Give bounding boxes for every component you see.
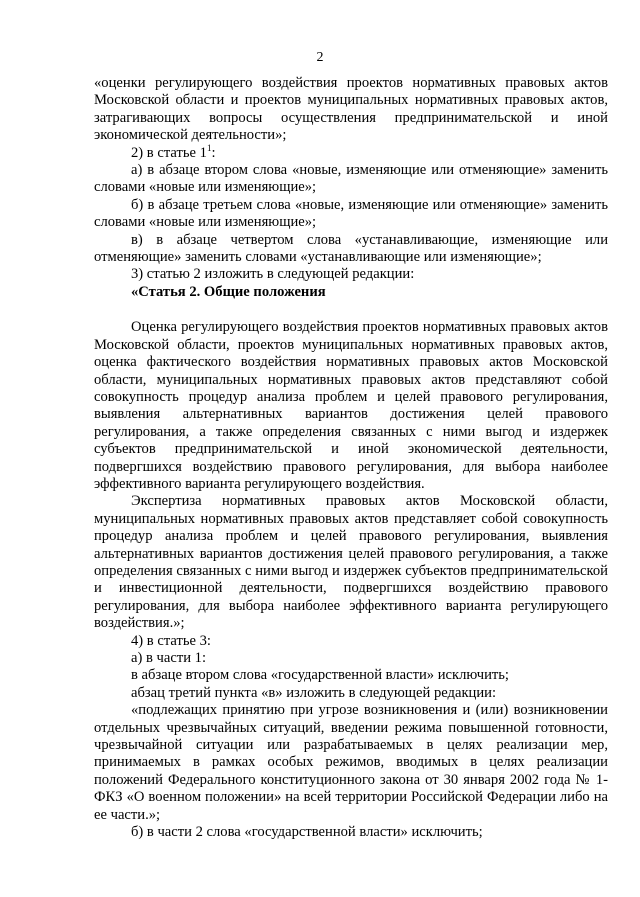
paragraph-item-2b: б) в абзаце третьем слова «новые, изменяющие или отменяющие» заменить словами «новые или изменяющие»; (94, 196, 608, 231)
paragraph-item-4a-1: в абзаце втором слова «государственной власти» исключить; (131, 667, 509, 684)
paragraph-item-3: 3) статью 2 изложить в следующей редакции: (131, 266, 415, 283)
item-2-colon: : (211, 144, 216, 161)
item-2-text: 2) в статье 1 (131, 144, 207, 161)
paragraph-article-2-part-1: Оценка регулирующего воздействия проектов нормативных правовых актов Московской области, проектов муниципальных нормативных правовых актов, оценка фактического воздействия нормативных правовых актов Московской области, муниципальных нормативных правовых актов представляют собой совокупность процедур анализа проблем и целей правового регулирования, выявления альтернативных вариантов достижения целей правового регулирования, а также определения связанных с ними выгод и издержек субъектов предпринимательской и иной экономической деятельности, подвергшихся воздействию правового регулирования, для выбора наиболее эффективного варианта регулирующего воздействия. (94, 319, 608, 492)
document-body (94, 75, 608, 841)
paragraph-item-2a: а) в абзаце втором слова «новые, изменяющие или отменяющие» заменить словами «новые или изменяющие»; (94, 162, 608, 196)
item-2-superscript: 1 (206, 142, 212, 153)
paragraph-quoted-text: «подлежащих принятию при угрозе возникновения и (или) возникновении отдельных чрезвычайных ситуаций, введении режима повышенной готовности, чрезвычайной ситуации или разрабатываемых в целях реализации мер, принимаемых в рамках особых режимов, вводимых в целях реализации положений Федерального конституционного закона от 30 января 2002 года № 1-ФКЗ «О военном положении» на всей территории Российской Федерации либо на ее части.»; (94, 702, 608, 823)
paragraph-item-4: 4) в статье 3: (131, 632, 211, 649)
page-number: 2 (316, 50, 324, 65)
paragraph-continuation: «оценки регулирующего воздействия проектов нормативных правовых актов Московской области и проектов муниципальных нормативных правовых актов, затрагивающих вопросы осуществления предпринимательской и иной экономической деятельности»; (94, 75, 608, 144)
paragraph-article-2-part-2: Экспертиза нормативных правовых актов Московской области, муниципальных нормативных правовых актов представляет собой совокупность процедур анализа проблем и целей правового регулирования, выявления альтернативных вариантов достижения целей правового регулирования, а также определения связанных с ними выгод и издержек субъектов предпринимательской и инвестиционной деятельности, подвергшихся воздействию правового регулирования, для выбора наиболее эффективного варианта регулирующего воздействия.»; (94, 493, 608, 632)
paragraph-item-4b: б) в части 2 слова «государственной власти» исключить; (131, 824, 483, 841)
paragraph-item-2c: в) в абзаце четвертом слова «устанавливающие, изменяющие или отменяющие» заменить словами «устанавливающие или изменяющие»; (94, 231, 608, 266)
article-2-heading: «Статья 2. Общие положения (131, 283, 326, 300)
paragraph-item-4a-2: абзац третий пункта «в» изложить в следующей редакции: (131, 684, 497, 701)
paragraph-item-2 (94, 142, 608, 162)
paragraph-item-4a: а) в части 1: (131, 650, 207, 666)
